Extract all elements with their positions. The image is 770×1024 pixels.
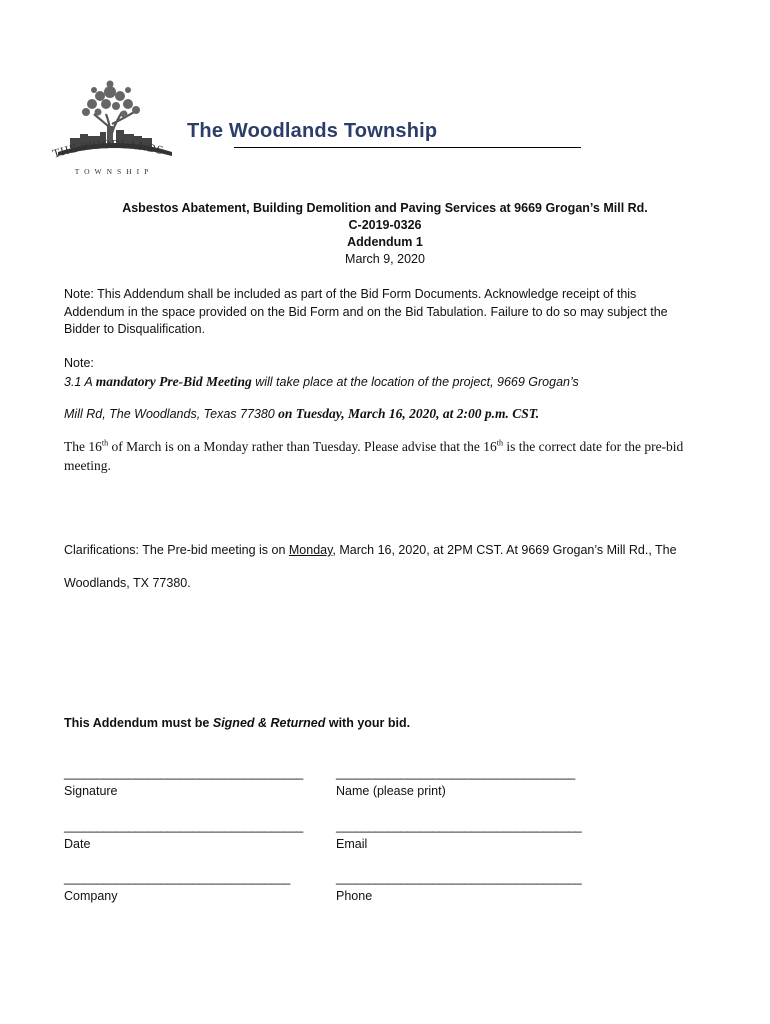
- org-title: The Woodlands Township: [187, 120, 438, 142]
- question-text: of March is on a Monday rather than Tuesday. Please advise that the 16: [108, 439, 497, 454]
- question-text: is the correct date for the pre-bid: [503, 439, 684, 454]
- title-underline: [234, 147, 581, 148]
- tree-logo-icon: [48, 78, 180, 178]
- email-label: Email: [336, 837, 368, 851]
- svg-text:THE WOODLANDS: [51, 137, 165, 161]
- question-line-2: meeting.: [64, 458, 111, 473]
- date-label: Date: [64, 837, 91, 851]
- return-instruction: [64, 715, 704, 733]
- date-question: [64, 437, 704, 475]
- clarification-text: Clarifications: The Pre-bid meeting is on: [64, 543, 289, 557]
- logo-text-main: THE WOODLANDS: [50, 136, 166, 161]
- name-field[interactable]: _____________________________________: [336, 766, 575, 780]
- company-field[interactable]: ___________________________________: [64, 871, 290, 885]
- phone-field[interactable]: ______________________________________: [336, 871, 582, 885]
- township-logo: [48, 78, 180, 178]
- company-label: Company: [64, 889, 118, 903]
- note-line-2: Addendum in the space provided on the Bid Form and on the Bid Tabulation. Failure to do so may subject the: [64, 304, 668, 319]
- project-title: Asbestos Abatement, Building Demolition and Paving Services at 9669 Grogan’s Mill Rd.: [122, 201, 648, 215]
- prebid-emphasis: mandatory Pre-Bid Meeting: [95, 374, 252, 389]
- clarification-line-1: [64, 542, 704, 560]
- addendum-date: March 9, 2020: [345, 252, 425, 266]
- signature-label: Signature: [64, 784, 118, 798]
- question-sup: th: [101, 438, 109, 448]
- email-field[interactable]: ______________________________________: [336, 819, 582, 833]
- note-line-1: Note: This Addendum shall be included as part of the Bid Form Documents. Acknowledge receipt of this: [64, 287, 637, 301]
- prebid-line-2: [64, 405, 704, 424]
- prebid-text: 3.1 A: [64, 375, 96, 389]
- date-field[interactable]: _____________________________________: [64, 819, 303, 833]
- note-label: Note:: [64, 356, 94, 370]
- clarification-line-2: Woodlands, TX 77380.: [64, 576, 191, 590]
- clarification-text: , March 16, 2020, at 2PM CST. At 9669 Grogan’s Mill Rd., The: [332, 543, 677, 557]
- question-sup: th: [496, 438, 504, 448]
- prebid-line-1: [64, 373, 704, 392]
- question-text: The 16: [64, 439, 102, 454]
- logo-text-sub: TOWNSHIP: [74, 167, 154, 176]
- signature-field[interactable]: _____________________________________: [64, 766, 303, 780]
- return-text: with your bid.: [325, 716, 411, 730]
- note-acknowledge: [64, 286, 704, 339]
- prebid-datetime: on Tuesday, March 16, 2020, at 2:00 p.m. CST.: [274, 406, 540, 421]
- return-emphasis: Signed & Returned: [212, 716, 326, 730]
- bid-number: C-2019-0326: [348, 218, 422, 232]
- prebid-address: Mill Rd, The Woodlands, Texas 77380: [64, 407, 275, 421]
- phone-label: Phone: [336, 889, 373, 903]
- return-text: This Addendum must be: [64, 716, 213, 730]
- addendum-number: Addendum 1: [347, 235, 423, 249]
- prebid-text: will take place at the location of the project, 9669 Grogan’s: [251, 375, 579, 389]
- name-label: Name (please print): [336, 784, 446, 798]
- note-line-3: Bidder to Disqualification.: [64, 322, 206, 336]
- clarification-day: Monday: [288, 543, 333, 557]
